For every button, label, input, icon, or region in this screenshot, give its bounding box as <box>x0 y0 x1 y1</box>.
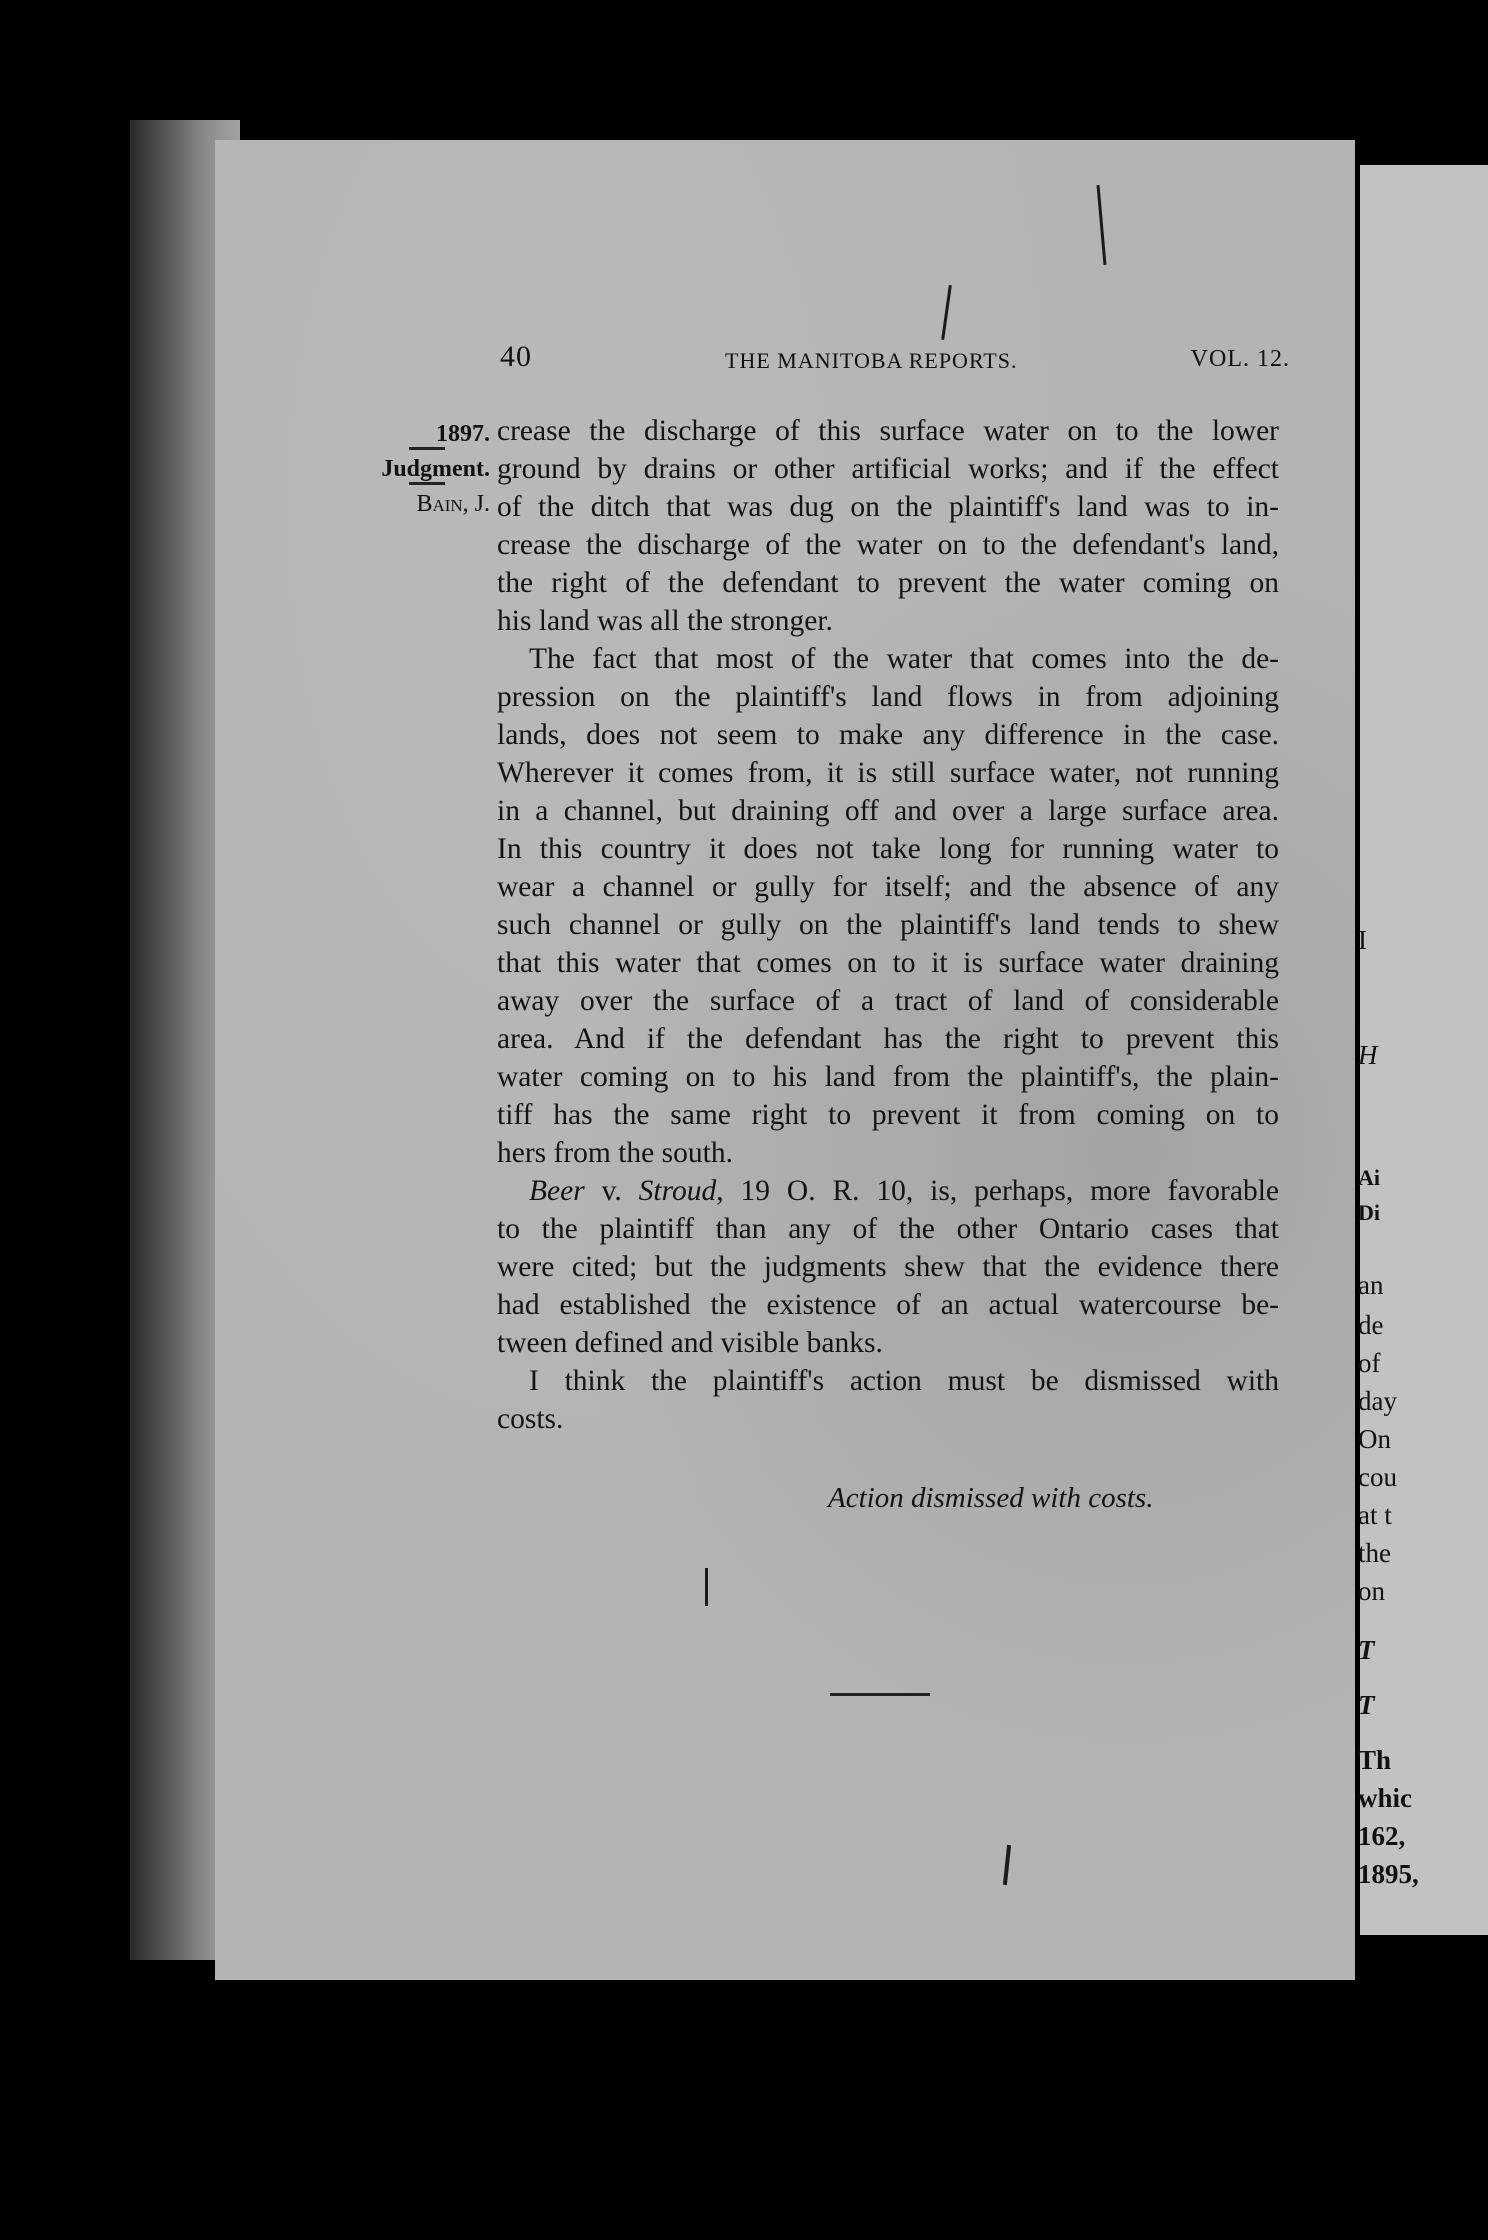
section-note: Judgment. <box>381 456 490 482</box>
page-number: 40 <box>500 340 532 373</box>
facing-fragment: an <box>1358 1270 1384 1300</box>
disposition: Action dismissed with costs. <box>828 1482 1154 1514</box>
case-party: Stroud <box>638 1175 717 1207</box>
text-line: away over the surface of a tract of land of considerable <box>497 985 1279 1017</box>
citation-rest: , 19 O. R. 10, is, perhaps, more favorable <box>716 1175 1279 1207</box>
text-line: costs. <box>497 1403 564 1435</box>
text-line: In this country it does not take long for running water to <box>497 833 1279 865</box>
running-head <box>500 340 1290 380</box>
text-line: I think the plaintiff's action must be dismissed with <box>529 1365 1279 1397</box>
text-line: Wherever it comes from, it is still surface water, not running <box>497 757 1279 789</box>
text-line: in a channel, but draining off and over a large surface area. <box>497 795 1279 827</box>
scan-mark <box>705 1568 708 1606</box>
text-line: ground by drains or other artificial works; and if the effect <box>497 453 1279 485</box>
facing-page <box>1360 165 1488 1935</box>
text-line: crease the discharge of the water on to the defendant's land, <box>497 529 1279 561</box>
facing-fragment: de <box>1358 1310 1384 1340</box>
facing-fragment: Di <box>1358 1200 1380 1225</box>
judgment-text <box>497 412 1279 1438</box>
facing-fragment: whic <box>1358 1783 1412 1813</box>
facing-fragment: I <box>1358 925 1367 955</box>
facing-fragment: On <box>1358 1424 1391 1454</box>
running-title: THE MANITOBA REPORTS. <box>725 348 1018 373</box>
text-line: such channel or gully on the plaintiff's land tends to shew <box>497 909 1279 941</box>
text-line: The fact that most of the water that comes into the de- <box>529 643 1279 675</box>
facing-fragment: 1895, <box>1358 1859 1419 1889</box>
facing-fragment: on <box>1358 1576 1385 1606</box>
text-line: area. And if the defendant has the right to prevent this <box>497 1023 1279 1055</box>
end-rule <box>830 1693 930 1696</box>
text-line: his land was all the stronger. <box>497 605 833 637</box>
text-line: hers from the south. <box>497 1137 733 1169</box>
text-line: tween defined and visible banks. <box>497 1327 883 1359</box>
year-note: 1897. <box>436 421 490 447</box>
text-line: crease the discharge of this surface water on to the lower <box>497 415 1279 447</box>
facing-fragment: T <box>1358 1690 1375 1720</box>
facing-fragment: H <box>1358 1040 1378 1070</box>
margin-note <box>360 415 490 523</box>
facing-fragment: Th <box>1358 1745 1392 1775</box>
facing-fragment: 162, <box>1358 1821 1406 1851</box>
facing-fragment: day <box>1358 1386 1397 1416</box>
text-line: that this water that comes on to it is surface water draining <box>497 947 1279 979</box>
text-line: lands, does not seem to make any difference in the case. <box>497 719 1279 751</box>
text-line: tiff has the same right to prevent it from coming on to <box>497 1099 1279 1131</box>
facing-fragment: cou <box>1358 1462 1397 1492</box>
facing-fragment: Ai <box>1358 1165 1380 1190</box>
text-line: water coming on to his land from the plaintiff's, the plain- <box>497 1061 1279 1093</box>
volume-label: VOL. 12. <box>1190 346 1290 372</box>
text-line: were cited; but the judgments shew that the evidence there <box>497 1251 1279 1283</box>
facing-fragment: T <box>1358 1635 1375 1665</box>
text-line: had established the existence of an actual watercourse be- <box>497 1289 1279 1321</box>
text-line: pression on the plaintiff's land flows in from adjoining <box>497 681 1279 713</box>
case-citation-line <box>497 1172 1279 1210</box>
case-v: v. <box>584 1175 639 1207</box>
facing-fragment: at t <box>1358 1500 1392 1530</box>
judge-note: Bain, J. <box>416 491 490 517</box>
facing-fragment: the <box>1358 1538 1391 1568</box>
text-line: the right of the defendant to prevent the water coming on <box>497 567 1279 599</box>
text-line: to the plaintiff than any of the other Ontario cases that <box>497 1213 1279 1245</box>
text-line: wear a channel or gully for itself; and the absence of any <box>497 871 1279 903</box>
case-name: Beer <box>529 1175 585 1207</box>
text-line: of the ditch that was dug on the plaintiff's land was to in- <box>497 491 1279 523</box>
facing-fragment: of <box>1358 1348 1381 1378</box>
